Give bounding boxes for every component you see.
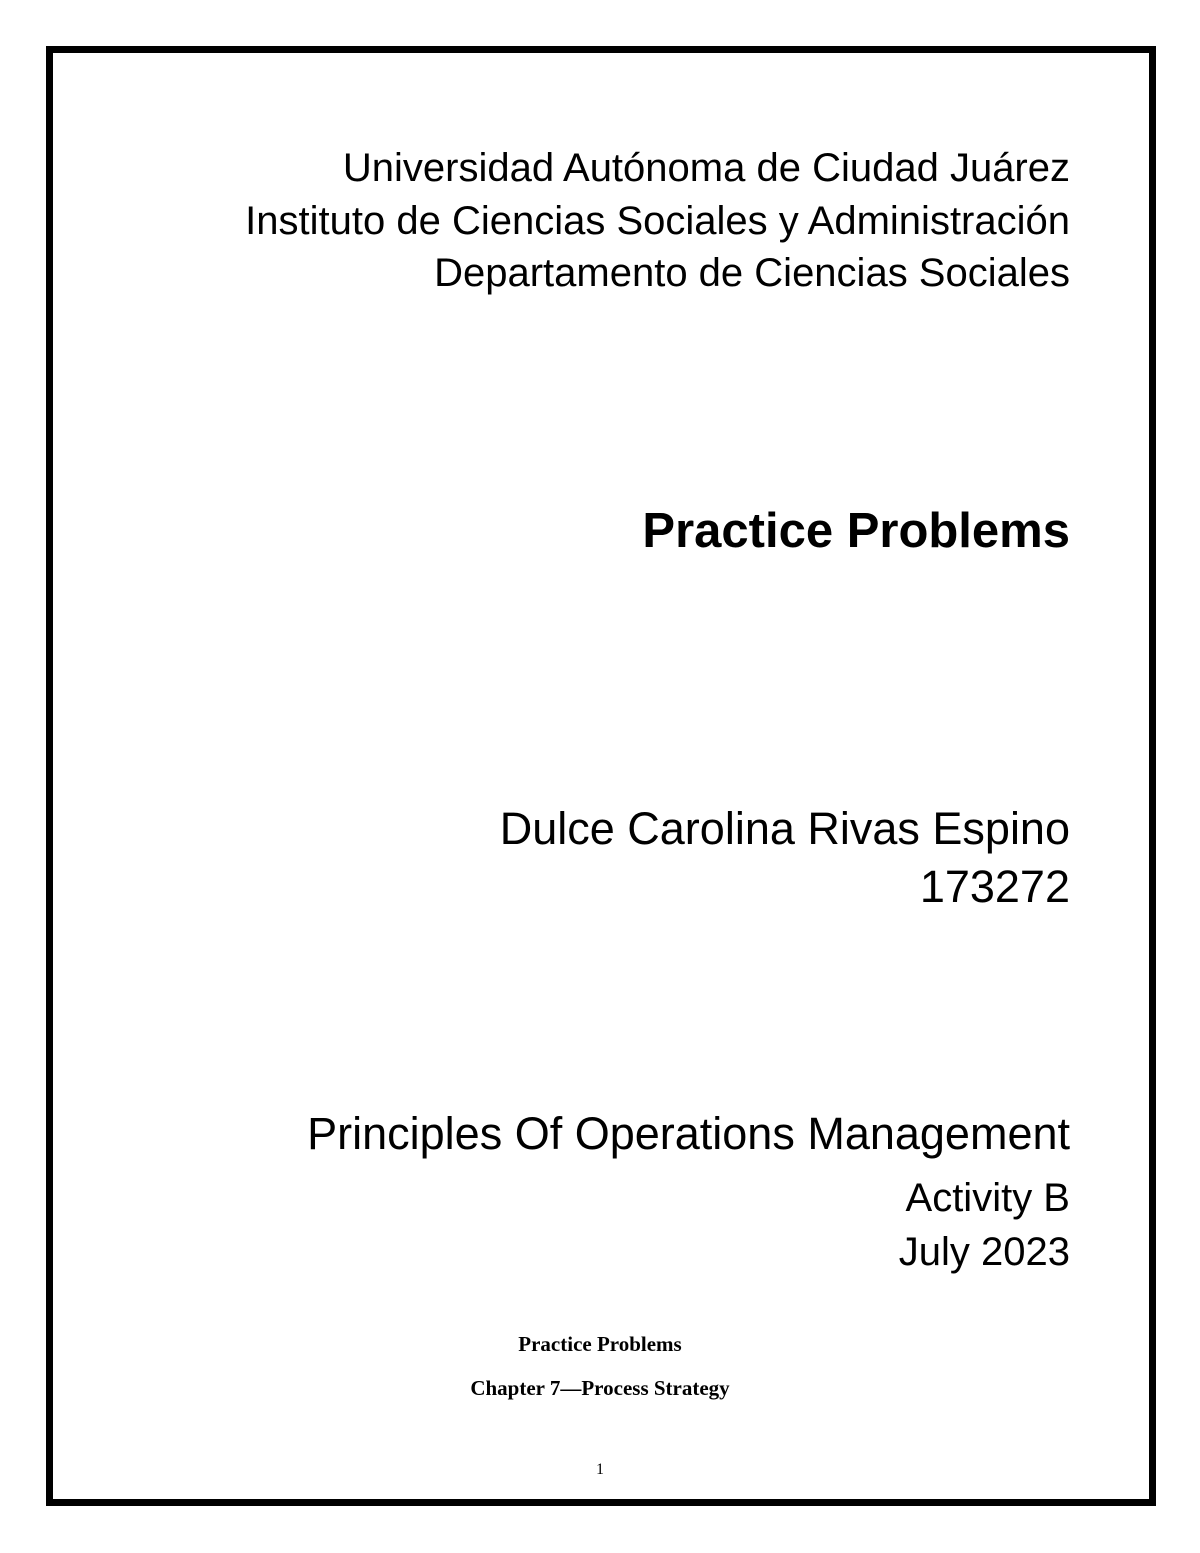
section-heading: Practice Problems <box>518 1332 682 1356</box>
university-name: Universidad Autónoma de Ciudad Juárez <box>342 146 1070 190</box>
document-title: Practice Problems <box>642 504 1070 558</box>
chapter-heading: Chapter 7—Process Strategy <box>470 1376 730 1400</box>
student-name: Dulce Carolina Rivas Espino <box>499 803 1070 854</box>
page-number: 1 <box>596 1461 604 1478</box>
course-name: Principles Of Operations Management <box>307 1108 1070 1159</box>
student-id: 173272 <box>919 861 1070 912</box>
activity-label: Activity B <box>905 1176 1070 1220</box>
institute-name: Instituto de Ciencias Sociales y Administración <box>245 199 1070 243</box>
department-name: Departamento de Ciencias Sociales <box>434 251 1070 295</box>
date-label: July 2023 <box>898 1230 1070 1274</box>
